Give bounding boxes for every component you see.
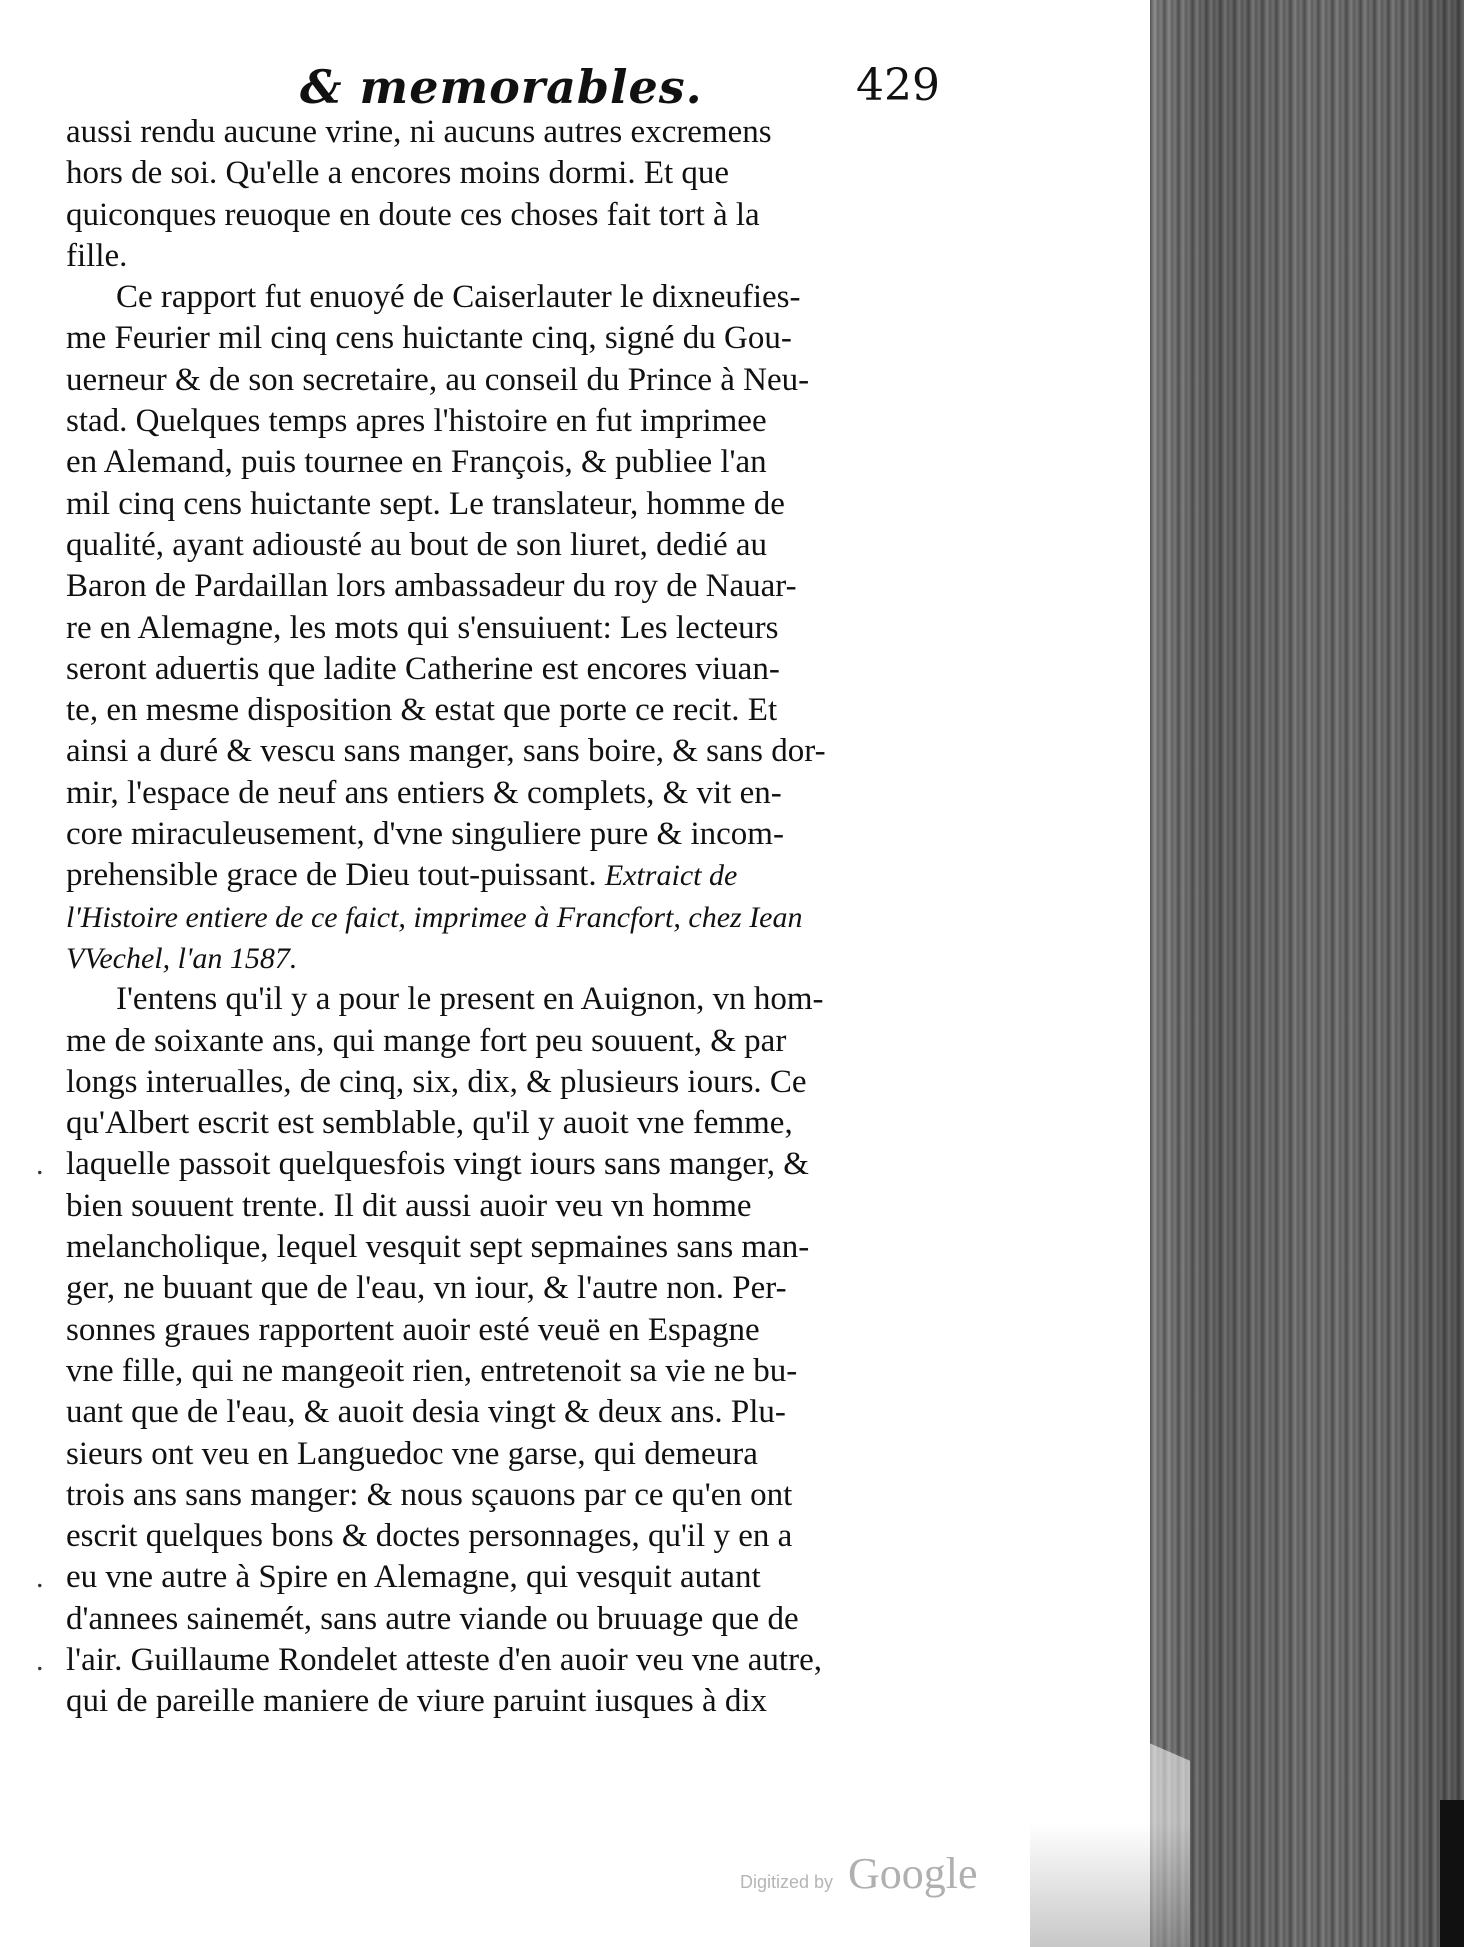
text-line: sonnes graues rapportent auoir esté veuë en Espagne <box>66 1311 760 1348</box>
text-line: stad. Quelques temps apres l'histoire en fut imprimee <box>66 403 767 440</box>
text-segment: eu vne autre à Spire en Alemagne, qui vesquit autant <box>66 1559 761 1596</box>
book-edge-shadow <box>1030 1740 1190 1947</box>
paragraph-start: I'entens qu'il y a pour le present en Auignon, vn hom- <box>116 981 824 1018</box>
paragraph-start: Ce rapport fut enuoyé de Caiserlauter le dixneufies- <box>116 279 801 316</box>
digitized-by-label: Digitized by <box>740 1872 834 1892</box>
book-spine <box>1440 1800 1464 1947</box>
source-reference: l'Histoire entiere de ce faict, imprimee à Francfort, chez Iean <box>66 900 803 934</box>
text-line: longs interualles, de cinq, six, dix, & plusieurs iours. Ce <box>66 1063 807 1100</box>
extract-label: Extraict de <box>604 859 738 893</box>
text-line: aussi rendu aucune vrine, ni aucuns autres excremens <box>66 114 772 150</box>
text-line: melancholique, lequel vesquit sept sepmaines sans man- <box>66 1229 810 1266</box>
text-line: vne fille, qui ne mangeoit rien, entretenoit sa vie ne bu- <box>66 1352 798 1389</box>
text-line: core miraculeusement, d'vne singuliere pure & incom- <box>66 816 784 853</box>
margin-mark: . <box>36 1643 44 1677</box>
text-line: qualité, ayant adiousté au bout de son liuret, dedié au <box>66 526 768 563</box>
text-line <box>36 1557 966 1598</box>
text-line: en Alemand, puis tournee en François, & publiee l'an <box>66 444 767 481</box>
text-line: trois ans sans manger: & nous sçauons par ce qu'en ont <box>66 1476 793 1513</box>
text-line: re en Alemagne, les mots qui s'ensuiuent: Les lecteurs <box>66 609 779 646</box>
margin-mark: . <box>36 1148 44 1182</box>
body-text <box>36 112 966 1723</box>
digitization-credit <box>740 1848 1040 1908</box>
text-line: me de soixante ans, qui mange fort peu souuent, & par <box>66 1022 787 1059</box>
text-line: qu'Albert escrit est semblable, qu'il y auoit vne femme, <box>66 1105 793 1142</box>
text-line: fille. <box>66 237 128 274</box>
text-line: hors de soi. Qu'elle a encores moins dormi. Et que <box>66 155 730 192</box>
text-line: escrit quelques bons & doctes personnages, qu'il y en a <box>66 1518 793 1555</box>
text-line: ainsi a duré & vescu sans manger, sans boire, & sans dor- <box>66 733 826 770</box>
text-line <box>36 1640 966 1681</box>
text-line: Baron de Pardaillan lors ambassadeur du roy de Nauar- <box>66 568 797 605</box>
text-segment: laquelle passoit quelquesfois vingt iours sans manger, & <box>66 1146 809 1183</box>
text-line: mir, l'espace de neuf ans entiers & complets, & vit en- <box>66 774 782 811</box>
running-title: & memorables. <box>300 60 703 114</box>
source-reference: VVechel, l'an 1587. <box>66 941 298 975</box>
text-line: d'annees sainemét, sans autre viande ou bruuage que de <box>66 1600 799 1637</box>
text-line: bien souuent trente. Il dit aussi auoir veu vn homme <box>66 1187 752 1224</box>
text-line: seront aduertis que ladite Catherine est encores viuan- <box>66 650 780 687</box>
text-line: mil cinq cens huictante sept. Le translateur, homme de <box>66 485 785 522</box>
text-line: quiconques reuoque en doute ces choses fait tort à la <box>66 196 760 233</box>
margin-mark: . <box>36 1561 44 1595</box>
text-line <box>66 855 966 896</box>
google-logo: Google <box>848 1849 978 1898</box>
text-line <box>36 1144 966 1185</box>
text-segment: prehensible grace de Dieu tout-puissant. <box>66 857 597 894</box>
text-segment: l'air. Guillaume Rondelet atteste d'en auoir veu vne autre, <box>66 1641 822 1678</box>
text-line: te, en mesme disposition & estat que porte ce recit. Et <box>66 692 778 729</box>
text-line: ger, ne buuant que de l'eau, vn iour, & l'autre non. Per- <box>66 1270 787 1307</box>
text-line: sieurs ont veu en Languedoc vne garse, qui demeura <box>66 1435 758 1472</box>
text-line: uerneur & de son secretaire, au conseil du Prince à Neu- <box>66 361 810 398</box>
text-line: qui de pareille maniere de viure paruint iusques à dix <box>66 1683 768 1720</box>
text-line: me Feurier mil cinq cens huictante cinq, signé du Gou- <box>66 320 792 357</box>
book-edge <box>1150 0 1464 1947</box>
text-line: uant que de l'eau, & auoit desia vingt & deux ans. Plu- <box>66 1394 786 1431</box>
page-number: 429 <box>856 60 940 111</box>
